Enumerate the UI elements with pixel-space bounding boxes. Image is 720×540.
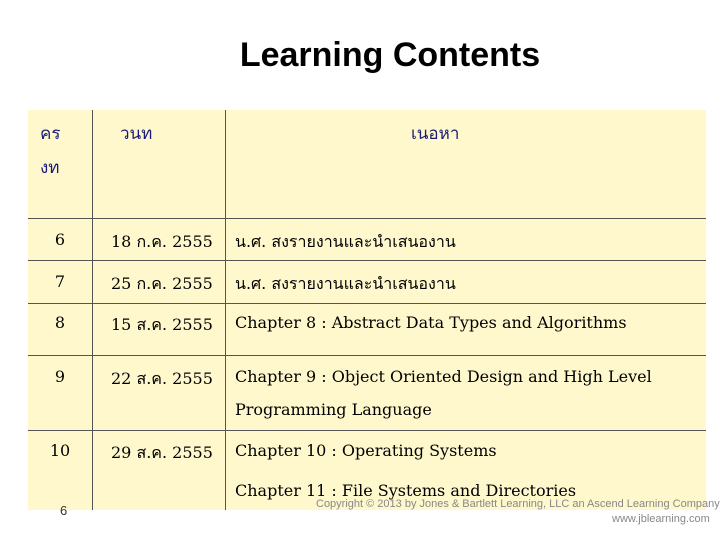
row-7-date: 25 ก.ค. 2555: [111, 274, 213, 293]
header-week-cont: งท: [40, 158, 60, 178]
row-8-no: 8: [54, 313, 66, 332]
row-10-content-line2: Chapter 11 : File Systems and Directories: [235, 481, 577, 500]
row-7-content: น.ศ. สงรายงานและนำเสนองาน: [235, 274, 456, 293]
column-divider: [225, 110, 226, 510]
row-9-content: Chapter 9 : Object Oriented Design and High Level: [235, 367, 652, 386]
slide-title: Learning Contents: [239, 36, 541, 74]
row-divider: [28, 430, 706, 431]
page-number: 6: [60, 503, 68, 518]
footer-url: www.jblearning.com: [612, 513, 710, 525]
row-9-date: 22 ส.ค. 2555: [111, 369, 213, 388]
header-date: วนท: [120, 124, 153, 144]
row-6-date: 18 ก.ค. 2555: [111, 232, 213, 251]
row-6-no: 6: [54, 230, 66, 249]
column-divider: [92, 110, 93, 510]
row-10-content: Chapter 10 : Operating Systems: [235, 441, 497, 460]
copyright-notice: Copyright © 2013 by Jones & Bartlett Learning, LLC an Ascend Learning Company: [316, 498, 720, 510]
header-week: คร: [40, 124, 61, 144]
row-9-no: 9: [54, 367, 66, 386]
schedule-table: [28, 110, 706, 510]
row-divider: [28, 303, 706, 304]
row-9-content-line2: Programming Language: [235, 400, 432, 419]
row-8-content: Chapter 8 : Abstract Data Types and Algorithms: [235, 313, 627, 332]
row-divider: [28, 355, 706, 356]
row-10-no: 10: [49, 441, 71, 460]
row-6-content: น.ศ. สงรายงานและนำเสนองาน: [235, 232, 456, 251]
row-8-date: 15 ส.ค. 2555: [111, 315, 213, 334]
header-content: เนอหา: [411, 124, 460, 144]
row-7-no: 7: [54, 272, 66, 291]
row-divider: [28, 260, 706, 261]
header-divider: [28, 218, 706, 219]
row-10-date: 29 ส.ค. 2555: [111, 443, 213, 462]
